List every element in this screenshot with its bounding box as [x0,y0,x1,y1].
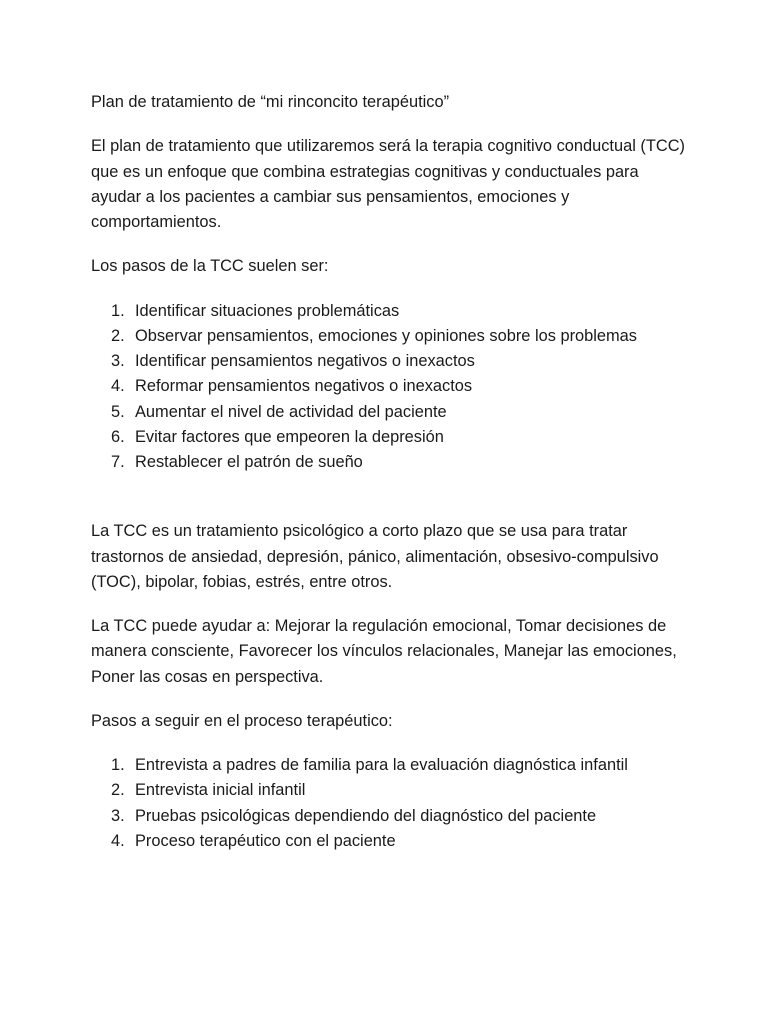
document-page [91,90,691,873]
list-item [91,450,691,475]
list-item-text: Entrevista a padres de familia para la evaluación diagnóstica infantil [135,756,628,775]
list-number: 2. [111,326,125,345]
list-number: 1. [111,756,125,775]
tcc-steps-list [91,299,691,475]
list-item-text: Identificar pensamientos negativos o inexactos [135,352,475,371]
list-item [91,349,691,374]
document-title: Plan de tratamiento de “mi rinconcito terapéutico” [91,93,450,111]
list-item [91,753,691,778]
list-item [91,324,691,349]
list-number: 3. [111,806,125,825]
list-item-text: Proceso terapéutico con el paciente [135,831,396,850]
intro-paragraph: El plan de tratamiento que utilizaremos será la terapia cognitivo conductual (TCC) que es un enfoque que combina estrategias cognitivas y conductuales para ayudar a los pacientes a cambiar sus pensamientos, emociones y comportamientos. [91,137,686,232]
list-number: 1. [111,301,125,320]
benefits-paragraph: La TCC puede ayudar a: Mejorar la regulación emocional, Tomar decisiones de manera consciente, Favorecer los vínculos relacionales, Manejar las emociones, Poner las cosas en perspectiva. [91,617,677,686]
list-item-text: Observar pensamientos, emociones y opiniones sobre los problemas [135,326,637,345]
list-item-text: Aumentar el nivel de actividad del paciente [135,402,447,421]
steps-heading: Los pasos de la TCC suelen ser: [91,257,329,276]
list-item-text: Restablecer el patrón de sueño [135,453,363,471]
blank-line [91,494,691,519]
list-item-text: Reformar pensamientos negativos o inexactos [135,377,473,396]
list-number: 2. [111,781,125,800]
list-item [91,425,691,450]
list-item-text: Identificar situaciones problemáticas [135,301,400,320]
list-item [91,299,691,324]
list-number: 4. [111,377,125,396]
list-item [91,374,691,399]
list-number: 7. [111,453,125,471]
list-item [91,804,691,829]
list-item-text: Entrevista inicial infantil [135,781,306,800]
list-number: 5. [111,402,125,421]
list-number: 6. [111,427,125,446]
process-steps-list [91,753,691,854]
process-heading: Pasos a seguir en el proceso terapéutico: [91,711,393,730]
list-item [91,778,691,803]
list-number: 4. [111,831,125,850]
list-item [91,829,691,854]
list-item [91,400,691,425]
list-item-text: Pruebas psicológicas dependiendo del diagnóstico del paciente [135,806,597,825]
list-item-text: Evitar factores que empeoren la depresión [135,427,444,446]
short-term-paragraph: La TCC es un tratamiento psicológico a corto plazo que se usa para tratar trastornos de ansiedad, depresión, pánico, alimentación, obsesivo-compulsivo (TOC), bipolar, fobias, estrés, entre otros. [91,522,659,591]
list-number: 3. [111,352,125,371]
